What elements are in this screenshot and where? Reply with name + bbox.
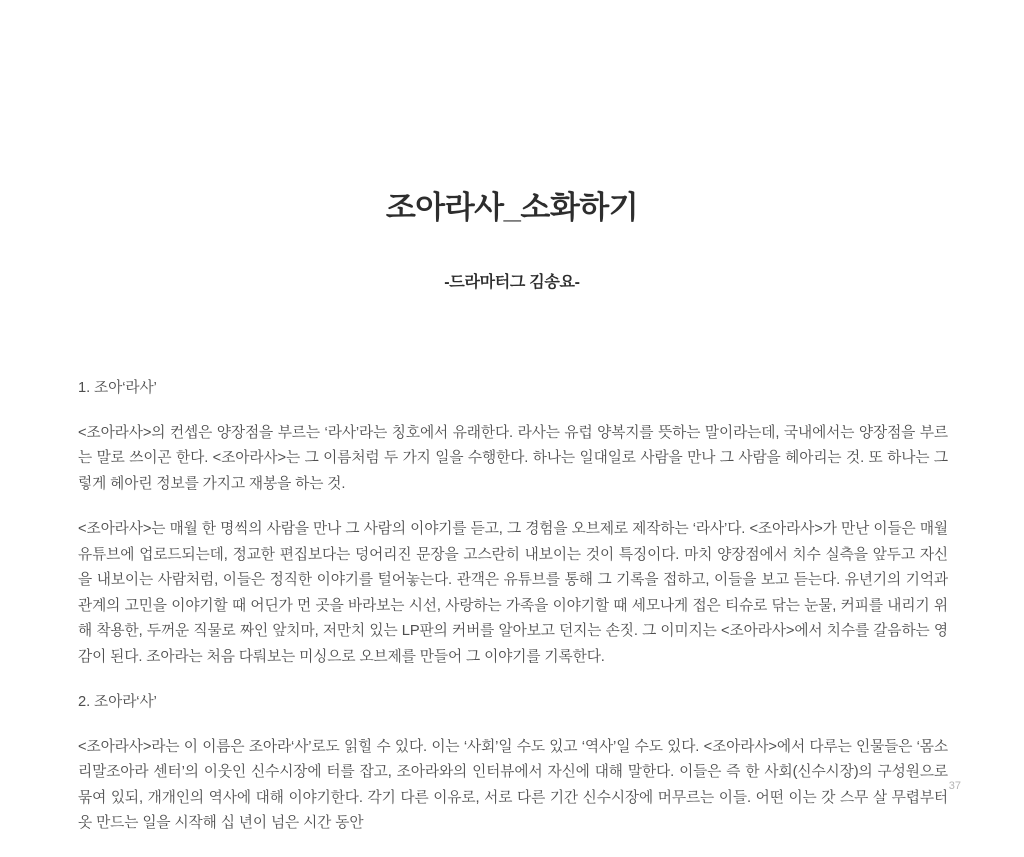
section-1-paragraph-1: <조아라사>의 컨셉은 양장점을 부르는 ‘라사’라는 칭호에서 유래한다. 라사는 유럽 양복지를 뜻하는 말이라는데, 국내에서는 양장점을 부르는 말로 쓰이곤 한다. <조아라사>는 그 이름처럼 두 가지 일을 수행한다. 하나는 일대일로 사람을 만나 그 사람을 헤아리는 것. 또 하나는 그렇게 헤아린 정보를 가지고 재봉을 하는 것. [78, 424, 948, 492]
page-subtitle: -드라마터그 김송요- [444, 274, 580, 291]
section-heading-1: 1. 조아‘라사’ [78, 380, 157, 396]
page-number: 37 [948, 780, 961, 792]
document-body [78, 376, 948, 857]
section-1-paragraph-2: <조아라사>는 매월 한 명씩의 사람을 만나 그 사람의 이야기를 듣고, 그 경험을 오브제로 제작하는 ‘라사’다. <조아라사>가 만난 이들은 매월 유튜브에 업로드되는데, 정교한 편집보다는 덩어리진 문장을 고스란히 내보이는 것이 특징이다. 마치 양장점에서 치수 실측을 앞두고 자신을 내보이는 사람처럼, 이들은 정직한 이야기를 털어놓는다. 관객은 유튜브를 통해 그 기록을 접하고, 이들을 보고 듣는다. 유년기의 기억과 관계의 고민을 이야기할 때 어딘가 먼 곳을 바라보는 시선, 사랑하는 가족을 이야기할 때 세모나게 접은 티슈로 닦는 눈물, 커피를 내리기 위해 착용한, 두꺼운 직물로 짜인 앞치마, 저만치 있는 LP판의 커버를 알아보고 던지는 손짓. 그 이미지는 <조아라사>에서 치수를 갈음하는 영감이 된다. 조아라는 처음 다뤄보는 미싱으로 오브제를 만들어 그 이야기를 기록한다. [78, 521, 948, 665]
section-2-paragraph-1: <조아라사>라는 이 이름은 조아라‘사’로도 읽힐 수 있다. 이는 ‘사회’일 수도 있고 ‘역사’일 수도 있다. <조아라사>에서 다루는 인물들은 ‘몸소리말조아라 센터’의 이웃인 신수시장에 터를 잡고, 조아라와의 인터뷰에서 자신에 대해 말한다. 이들은 즉 한 사회(신수시장)의 구성원으로 묶여 있되, 개개인의 역사에 대해 이야기한다. 각기 다른 이유로, 서로 다른 기간 신수시장에 머무르는 이들. 어떤 이는 갓 스무 살 무렵부터 옷 만드는 일을 시작해 십 년이 넘은 시간 동안 [78, 738, 949, 831]
section-heading-2: 2. 조아라‘사’ [78, 694, 157, 710]
page-title: 조아라사_소화하기 [385, 190, 639, 225]
